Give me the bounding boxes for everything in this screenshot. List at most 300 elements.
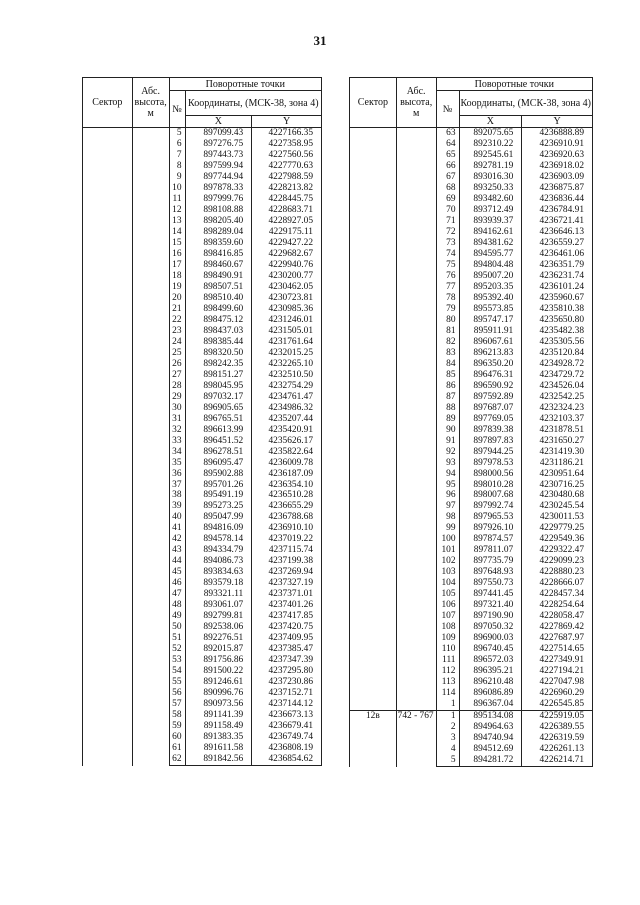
- x-coordinate-cell: 897276.75: [185, 139, 252, 150]
- x-coordinate-cell: 896210.48: [459, 677, 522, 688]
- x-coordinate-cell: 895203.35: [459, 282, 522, 293]
- x-coordinate-cell: 894804.48: [459, 260, 522, 271]
- y-coordinate-cell: 4227869.42: [522, 622, 593, 633]
- point-number-cell: 79: [436, 304, 459, 315]
- page-number: 31: [313, 33, 327, 48]
- header-altitude: Абс. высота, м: [396, 78, 436, 128]
- x-coordinate-cell: 898045.95: [185, 381, 252, 392]
- y-coordinate-cell: 4236187.09: [252, 469, 322, 480]
- point-number-cell: 11: [169, 194, 185, 205]
- y-coordinate-cell: 4236679.41: [252, 721, 322, 732]
- point-number-cell: 106: [436, 600, 459, 611]
- point-number-cell: 2: [436, 722, 459, 733]
- point-number-cell: 85: [436, 370, 459, 381]
- point-number-cell: 39: [169, 501, 185, 512]
- x-coordinate-cell: 895273.25: [185, 501, 252, 512]
- x-coordinate-cell: 895902.88: [185, 469, 252, 480]
- x-coordinate-cell: 895047.99: [185, 512, 252, 523]
- point-number-cell: 95: [436, 480, 459, 491]
- x-coordinate-cell: 895573.85: [459, 304, 522, 315]
- x-coordinate-cell: 898507.51: [185, 282, 252, 293]
- header-turning-points: Поворотные точки: [169, 78, 321, 91]
- y-coordinate-cell: 4227349.91: [522, 655, 593, 666]
- point-number-cell: 89: [436, 414, 459, 425]
- x-coordinate-cell: 898151.27: [185, 370, 252, 381]
- x-coordinate-cell: 898000.56: [459, 469, 522, 480]
- x-coordinate-cell: 894578.14: [185, 534, 252, 545]
- x-coordinate-cell: 891500.22: [185, 666, 252, 677]
- y-coordinate-cell: 4226389.55: [522, 722, 593, 733]
- point-number-cell: 59: [169, 721, 185, 732]
- point-number-cell: 99: [436, 523, 459, 534]
- point-number-cell: 54: [169, 666, 185, 677]
- x-coordinate-cell: 897926.10: [459, 523, 522, 534]
- x-coordinate-cell: 898475.12: [185, 315, 252, 326]
- point-number-cell: 35: [169, 458, 185, 469]
- point-number-cell: 20: [169, 293, 185, 304]
- point-number-cell: 88: [436, 403, 459, 414]
- y-coordinate-cell: 4234928.72: [522, 359, 593, 370]
- x-coordinate-cell: 898437.03: [185, 326, 252, 337]
- point-number-cell: 110: [436, 644, 459, 655]
- y-coordinate-cell: 4235120.84: [522, 348, 593, 359]
- x-coordinate-cell: 897897.83: [459, 436, 522, 447]
- y-coordinate-cell: 4236231.74: [522, 271, 593, 282]
- x-coordinate-cell: 898359.60: [185, 238, 252, 249]
- point-number-cell: 86: [436, 381, 459, 392]
- y-coordinate-cell: 4237115.74: [252, 545, 322, 556]
- point-number-cell: 84: [436, 359, 459, 370]
- x-coordinate-cell: 898289.04: [185, 227, 252, 238]
- sector-cell: 12в: [350, 711, 397, 767]
- x-coordinate-cell: 898385.44: [185, 337, 252, 348]
- point-number-cell: 32: [169, 425, 185, 436]
- point-number-cell: 41: [169, 523, 185, 534]
- y-coordinate-cell: 4228683.71: [252, 205, 322, 216]
- point-number-cell: 17: [169, 260, 185, 271]
- y-coordinate-cell: 4227166.35: [252, 128, 322, 139]
- point-number-cell: 44: [169, 556, 185, 567]
- x-coordinate-cell: 898242.35: [185, 359, 252, 370]
- point-number-cell: 6: [169, 139, 185, 150]
- table-header: [83, 78, 322, 128]
- x-coordinate-cell: 891383.35: [185, 732, 252, 743]
- point-number-cell: 1: [436, 699, 459, 710]
- point-number-cell: 10: [169, 183, 185, 194]
- y-coordinate-cell: 4237420.75: [252, 622, 322, 633]
- y-coordinate-cell: 4230716.25: [522, 480, 593, 491]
- y-coordinate-cell: 4236888.89: [522, 128, 593, 139]
- point-number-cell: 48: [169, 600, 185, 611]
- x-coordinate-cell: 894964.63: [459, 722, 522, 733]
- point-number-cell: 26: [169, 359, 185, 370]
- sector-cell: [83, 128, 133, 766]
- point-number-cell: 96: [436, 490, 459, 501]
- y-coordinate-cell: 4230951.64: [522, 469, 593, 480]
- header-y: Y: [522, 116, 593, 128]
- header-coordinates: Координаты, (МСК-38, зона 4): [185, 91, 321, 116]
- header-sector: Сектор: [83, 78, 133, 128]
- point-number-cell: 57: [169, 699, 185, 710]
- y-coordinate-cell: 4230200.77: [252, 271, 322, 282]
- y-coordinate-cell: 4236354.10: [252, 480, 322, 491]
- point-number-cell: 75: [436, 260, 459, 271]
- y-coordinate-cell: 4236918.02: [522, 161, 593, 172]
- point-number-cell: 24: [169, 337, 185, 348]
- point-number-cell: 112: [436, 666, 459, 677]
- y-coordinate-cell: 4237347.39: [252, 655, 322, 666]
- point-number-cell: 15: [169, 238, 185, 249]
- point-number-cell: 81: [436, 326, 459, 337]
- x-coordinate-cell: 897648.93: [459, 567, 522, 578]
- y-coordinate-cell: 4228445.75: [252, 194, 322, 205]
- y-coordinate-cell: 4236910.91: [522, 139, 593, 150]
- y-coordinate-cell: 4227514.65: [522, 644, 593, 655]
- x-coordinate-cell: 892799.81: [185, 611, 252, 622]
- table-body-right: [350, 128, 593, 767]
- point-number-cell: 18: [169, 271, 185, 282]
- point-number-cell: 12: [169, 205, 185, 216]
- table-row: [83, 128, 322, 139]
- x-coordinate-cell: 898499.60: [185, 304, 252, 315]
- y-coordinate-cell: 4231650.27: [522, 436, 593, 447]
- point-number-cell: 50: [169, 622, 185, 633]
- y-coordinate-cell: 4236101.24: [522, 282, 593, 293]
- x-coordinate-cell: 898490.91: [185, 271, 252, 282]
- y-coordinate-cell: 4232103.37: [522, 414, 593, 425]
- point-number-cell: 1: [436, 711, 459, 722]
- header-number: №: [169, 91, 185, 128]
- x-coordinate-cell: 893834.63: [185, 567, 252, 578]
- point-number-cell: 102: [436, 556, 459, 567]
- point-number-cell: 56: [169, 688, 185, 699]
- y-coordinate-cell: 4236646.13: [522, 227, 593, 238]
- point-number-cell: 60: [169, 732, 185, 743]
- point-number-cell: 33: [169, 436, 185, 447]
- point-number-cell: 49: [169, 611, 185, 622]
- y-coordinate-cell: 4226319.59: [522, 733, 593, 744]
- x-coordinate-cell: 896905.65: [185, 403, 252, 414]
- x-coordinate-cell: 892538.06: [185, 622, 252, 633]
- x-coordinate-cell: 896213.83: [459, 348, 522, 359]
- x-coordinate-cell: 896278.51: [185, 447, 252, 458]
- y-coordinate-cell: 4236920.63: [522, 150, 593, 161]
- sector-cell: [350, 128, 397, 711]
- altitude-cell: [132, 128, 169, 766]
- coordinates-table-left: [82, 77, 322, 766]
- table-row: [350, 711, 593, 722]
- x-coordinate-cell: 891756.86: [185, 655, 252, 666]
- x-coordinate-cell: 898205.40: [185, 216, 252, 227]
- x-coordinate-cell: 892075.65: [459, 128, 522, 139]
- y-coordinate-cell: 4232510.50: [252, 370, 322, 381]
- point-number-cell: 67: [436, 172, 459, 183]
- x-coordinate-cell: 892276.51: [185, 633, 252, 644]
- x-coordinate-cell: 897443.73: [185, 150, 252, 161]
- x-coordinate-cell: 897874.57: [459, 534, 522, 545]
- y-coordinate-cell: 4235207.44: [252, 414, 322, 425]
- y-coordinate-cell: 4236875.87: [522, 183, 593, 194]
- x-coordinate-cell: 896095.47: [185, 458, 252, 469]
- x-coordinate-cell: 898007.68: [459, 490, 522, 501]
- x-coordinate-cell: 894816.09: [185, 523, 252, 534]
- y-coordinate-cell: 4236910.10: [252, 523, 322, 534]
- x-coordinate-cell: 897599.94: [185, 161, 252, 172]
- x-coordinate-cell: 893016.30: [459, 172, 522, 183]
- x-coordinate-cell: 897735.79: [459, 556, 522, 567]
- y-coordinate-cell: 4231761.64: [252, 337, 322, 348]
- table-body-left: [83, 128, 322, 766]
- point-number-cell: 5: [169, 128, 185, 139]
- x-coordinate-cell: 896572.03: [459, 655, 522, 666]
- x-coordinate-cell: 897999.76: [185, 194, 252, 205]
- point-number-cell: 82: [436, 337, 459, 348]
- x-coordinate-cell: 897965.53: [459, 512, 522, 523]
- y-coordinate-cell: 4230985.36: [252, 304, 322, 315]
- y-coordinate-cell: 4229099.23: [522, 556, 593, 567]
- y-coordinate-cell: 4236351.79: [522, 260, 593, 271]
- x-coordinate-cell: 895911.91: [459, 326, 522, 337]
- x-coordinate-cell: 892015.87: [185, 644, 252, 655]
- x-coordinate-cell: 894086.73: [185, 556, 252, 567]
- y-coordinate-cell: 4227770.63: [252, 161, 322, 172]
- y-coordinate-cell: 4228254.64: [522, 600, 593, 611]
- x-coordinate-cell: 896740.45: [459, 644, 522, 655]
- x-coordinate-cell: 893579.18: [185, 578, 252, 589]
- y-coordinate-cell: 4236655.29: [252, 501, 322, 512]
- point-number-cell: 109: [436, 633, 459, 644]
- table-header: [350, 78, 593, 128]
- point-number-cell: 78: [436, 293, 459, 304]
- y-coordinate-cell: 4231878.51: [522, 425, 593, 436]
- x-coordinate-cell: 897811.07: [459, 545, 522, 556]
- x-coordinate-cell: 897878.33: [185, 183, 252, 194]
- point-number-cell: 111: [436, 655, 459, 666]
- y-coordinate-cell: 4227988.59: [252, 172, 322, 183]
- y-coordinate-cell: 4227687.97: [522, 633, 593, 644]
- y-coordinate-cell: 4225919.05: [522, 711, 593, 722]
- point-number-cell: 28: [169, 381, 185, 392]
- y-coordinate-cell: 4231419.30: [522, 447, 593, 458]
- y-coordinate-cell: 4234526.04: [522, 381, 593, 392]
- y-coordinate-cell: 4235626.17: [252, 436, 322, 447]
- x-coordinate-cell: 891611.58: [185, 743, 252, 754]
- y-coordinate-cell: 4226960.29: [522, 688, 593, 699]
- y-coordinate-cell: 4226261.13: [522, 744, 593, 755]
- x-coordinate-cell: 896476.31: [459, 370, 522, 381]
- y-coordinate-cell: 4235960.67: [522, 293, 593, 304]
- x-coordinate-cell: 897839.38: [459, 425, 522, 436]
- x-coordinate-cell: 891158.49: [185, 721, 252, 732]
- point-number-cell: 14: [169, 227, 185, 238]
- point-number-cell: 113: [436, 677, 459, 688]
- x-coordinate-cell: 897944.25: [459, 447, 522, 458]
- y-coordinate-cell: 4237401.26: [252, 600, 322, 611]
- y-coordinate-cell: 4228213.82: [252, 183, 322, 194]
- y-coordinate-cell: 4229549.36: [522, 534, 593, 545]
- x-coordinate-cell: 895134.08: [459, 711, 522, 722]
- point-number-cell: 16: [169, 249, 185, 260]
- y-coordinate-cell: 4231186.21: [522, 458, 593, 469]
- point-number-cell: 74: [436, 249, 459, 260]
- y-coordinate-cell: 4232542.25: [522, 392, 593, 403]
- y-coordinate-cell: 4231505.01: [252, 326, 322, 337]
- header-turning-points: Поворотные точки: [436, 78, 592, 91]
- x-coordinate-cell: 895491.19: [185, 490, 252, 501]
- y-coordinate-cell: 4228058.47: [522, 611, 593, 622]
- point-number-cell: 13: [169, 216, 185, 227]
- altitude-cell: 742 - 767: [396, 711, 436, 767]
- point-number-cell: 8: [169, 161, 185, 172]
- x-coordinate-cell: 894162.61: [459, 227, 522, 238]
- point-number-cell: 76: [436, 271, 459, 282]
- point-number-cell: 71: [436, 216, 459, 227]
- point-number-cell: 68: [436, 183, 459, 194]
- point-number-cell: 87: [436, 392, 459, 403]
- x-coordinate-cell: 897992.74: [459, 501, 522, 512]
- x-coordinate-cell: 893712.49: [459, 205, 522, 216]
- point-number-cell: 45: [169, 567, 185, 578]
- x-coordinate-cell: 896086.89: [459, 688, 522, 699]
- y-coordinate-cell: 4227560.56: [252, 150, 322, 161]
- point-number-cell: 5: [436, 755, 459, 766]
- y-coordinate-cell: 4236808.19: [252, 743, 322, 754]
- x-coordinate-cell: 896395.21: [459, 666, 522, 677]
- y-coordinate-cell: 4236559.27: [522, 238, 593, 249]
- y-coordinate-cell: 4227358.95: [252, 139, 322, 150]
- point-number-cell: 27: [169, 370, 185, 381]
- y-coordinate-cell: 4235822.64: [252, 447, 322, 458]
- point-number-cell: 83: [436, 348, 459, 359]
- x-coordinate-cell: 891246.61: [185, 677, 252, 688]
- y-coordinate-cell: 4230723.81: [252, 293, 322, 304]
- point-number-cell: 61: [169, 743, 185, 754]
- x-coordinate-cell: 894740.94: [459, 733, 522, 744]
- x-coordinate-cell: 894512.69: [459, 744, 522, 755]
- x-coordinate-cell: 897321.40: [459, 600, 522, 611]
- y-coordinate-cell: 4237019.22: [252, 534, 322, 545]
- y-coordinate-cell: 4235650.80: [522, 315, 593, 326]
- x-coordinate-cell: 893250.33: [459, 183, 522, 194]
- point-number-cell: 73: [436, 238, 459, 249]
- header-number: №: [436, 91, 459, 128]
- point-number-cell: 23: [169, 326, 185, 337]
- point-number-cell: 21: [169, 304, 185, 315]
- y-coordinate-cell: 4237417.85: [252, 611, 322, 622]
- x-coordinate-cell: 897769.05: [459, 414, 522, 425]
- point-number-cell: 108: [436, 622, 459, 633]
- x-coordinate-cell: 892781.19: [459, 161, 522, 172]
- y-coordinate-cell: 4229175.11: [252, 227, 322, 238]
- header-y: Y: [252, 116, 322, 128]
- x-coordinate-cell: 898460.67: [185, 260, 252, 271]
- x-coordinate-cell: 897441.45: [459, 589, 522, 600]
- y-coordinate-cell: 4232754.29: [252, 381, 322, 392]
- y-coordinate-cell: 4236510.28: [252, 490, 322, 501]
- point-number-cell: 58: [169, 710, 185, 721]
- y-coordinate-cell: 4226545.85: [522, 699, 593, 710]
- table-row: [350, 128, 593, 139]
- y-coordinate-cell: 4237371.01: [252, 589, 322, 600]
- y-coordinate-cell: 4236673.13: [252, 710, 322, 721]
- y-coordinate-cell: 4227047.98: [522, 677, 593, 688]
- point-number-cell: 30: [169, 403, 185, 414]
- y-coordinate-cell: 4237230.86: [252, 677, 322, 688]
- point-number-cell: 103: [436, 567, 459, 578]
- point-number-cell: 107: [436, 611, 459, 622]
- y-coordinate-cell: 4237295.80: [252, 666, 322, 677]
- x-coordinate-cell: 898320.50: [185, 348, 252, 359]
- y-coordinate-cell: 4236749.74: [252, 732, 322, 743]
- y-coordinate-cell: 4237199.38: [252, 556, 322, 567]
- y-coordinate-cell: 4236788.68: [252, 512, 322, 523]
- point-number-cell: 105: [436, 589, 459, 600]
- y-coordinate-cell: 4231246.01: [252, 315, 322, 326]
- point-number-cell: 40: [169, 512, 185, 523]
- header-altitude: Абс. высота, м: [132, 78, 169, 128]
- y-coordinate-cell: 4229682.67: [252, 249, 322, 260]
- y-coordinate-cell: 4234729.72: [522, 370, 593, 381]
- y-coordinate-cell: 4236854.62: [252, 754, 322, 765]
- x-coordinate-cell: 893061.07: [185, 600, 252, 611]
- x-coordinate-cell: 897190.90: [459, 611, 522, 622]
- y-coordinate-cell: 4237385.47: [252, 644, 322, 655]
- x-coordinate-cell: 894281.72: [459, 755, 522, 766]
- x-coordinate-cell: 897050.32: [459, 622, 522, 633]
- point-number-cell: 63: [436, 128, 459, 139]
- point-number-cell: 3: [436, 733, 459, 744]
- x-coordinate-cell: 898416.85: [185, 249, 252, 260]
- point-number-cell: 101: [436, 545, 459, 556]
- point-number-cell: 69: [436, 194, 459, 205]
- point-number-cell: 53: [169, 655, 185, 666]
- point-number-cell: 80: [436, 315, 459, 326]
- x-coordinate-cell: 891842.56: [185, 754, 252, 765]
- y-coordinate-cell: 4237269.94: [252, 567, 322, 578]
- y-coordinate-cell: 4232265.10: [252, 359, 322, 370]
- x-coordinate-cell: 897592.89: [459, 392, 522, 403]
- x-coordinate-cell: 897550.73: [459, 578, 522, 589]
- point-number-cell: 90: [436, 425, 459, 436]
- x-coordinate-cell: 896451.52: [185, 436, 252, 447]
- x-coordinate-cell: 895747.17: [459, 315, 522, 326]
- y-coordinate-cell: 4235420.91: [252, 425, 322, 436]
- x-coordinate-cell: 898010.28: [459, 480, 522, 491]
- y-coordinate-cell: 4237409.95: [252, 633, 322, 644]
- y-coordinate-cell: 4229427.22: [252, 238, 322, 249]
- header-x: Х: [185, 116, 252, 128]
- y-coordinate-cell: 4236903.09: [522, 172, 593, 183]
- point-number-cell: 25: [169, 348, 185, 359]
- header-sector: Сектор: [350, 78, 397, 128]
- y-coordinate-cell: 4235305.56: [522, 337, 593, 348]
- x-coordinate-cell: 894595.77: [459, 249, 522, 260]
- x-coordinate-cell: 897978.53: [459, 458, 522, 469]
- point-number-cell: 29: [169, 392, 185, 403]
- point-number-cell: 70: [436, 205, 459, 216]
- point-number-cell: 7: [169, 150, 185, 161]
- point-number-cell: 94: [436, 469, 459, 480]
- y-coordinate-cell: 4230462.05: [252, 282, 322, 293]
- y-coordinate-cell: 4232015.25: [252, 348, 322, 359]
- point-number-cell: 46: [169, 578, 185, 589]
- y-coordinate-cell: 4228880.23: [522, 567, 593, 578]
- point-number-cell: 114: [436, 688, 459, 699]
- point-number-cell: 55: [169, 677, 185, 688]
- point-number-cell: 64: [436, 139, 459, 150]
- x-coordinate-cell: 893482.60: [459, 194, 522, 205]
- header-coordinates: Координаты, (МСК-38, зона 4): [459, 91, 593, 116]
